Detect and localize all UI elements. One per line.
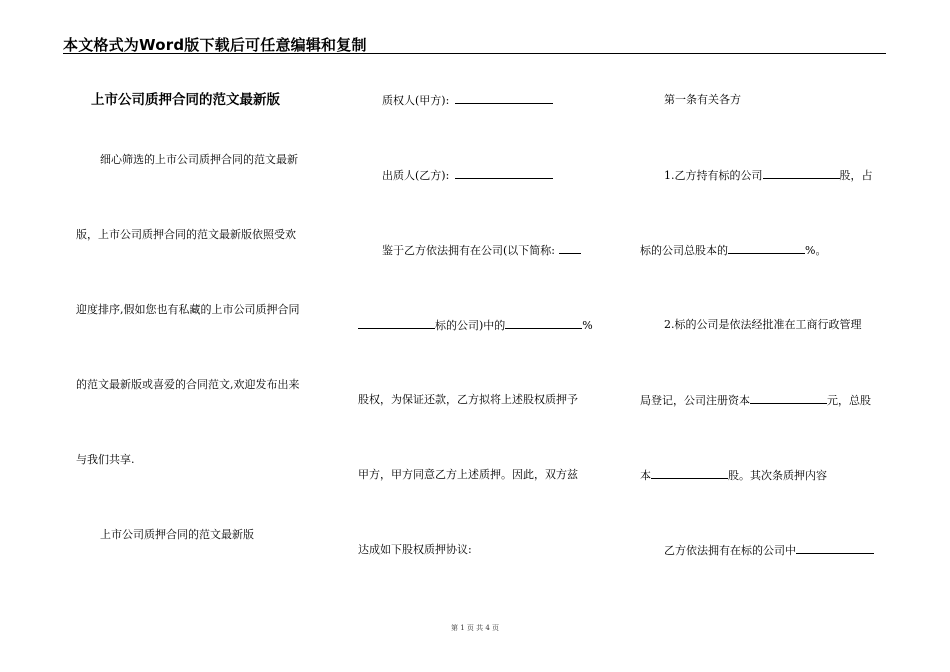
paragraph-line: 的范文最新版或喜爱的合同范文,欢迎发布出来 bbox=[76, 378, 300, 391]
pledge-company-blank[interactable] bbox=[796, 543, 874, 554]
shares-blank[interactable] bbox=[763, 168, 840, 179]
clause-text: 股，占 bbox=[839, 169, 873, 182]
pledgor-line bbox=[382, 168, 553, 183]
pledgor-label: 出质人(乙方): bbox=[382, 169, 450, 182]
clause-text: 股。其次条质押内容 bbox=[728, 469, 827, 482]
percent-sign: % bbox=[582, 319, 593, 332]
clause-text: 本 bbox=[640, 469, 651, 482]
paragraph-line: 迎度排序,假如您也有私藏的上市公司质押合同 bbox=[76, 303, 300, 316]
clause-text: 标的公司总股本的 bbox=[640, 244, 728, 257]
paragraph-line bbox=[640, 468, 827, 483]
recital-text: 鉴于乙方依法拥有在公司(以下简称: bbox=[382, 244, 555, 257]
paragraph-line bbox=[640, 243, 826, 258]
paragraph-line bbox=[640, 393, 871, 408]
clause-text: 局登记，公司注册资本 bbox=[640, 394, 750, 407]
paragraph-line bbox=[382, 243, 581, 258]
paragraph-line: 股权，为保证还款，乙方拟将上述股权质押予 bbox=[358, 393, 578, 406]
paragraph-line: 2.标的公司是依法经批准在工商行政管理 bbox=[664, 318, 862, 331]
capital-blank[interactable] bbox=[750, 393, 827, 404]
clause-text: 乙方依法拥有在标的公司中 bbox=[664, 544, 796, 557]
document-title: 上市公司质押合同的范文最新版 bbox=[91, 92, 280, 108]
total-percent-blank[interactable] bbox=[728, 243, 805, 254]
paragraph-line: 达成如下股权质押协议: bbox=[358, 543, 472, 556]
paragraph-line: 与我们共享. bbox=[76, 453, 135, 466]
pledgee-blank[interactable] bbox=[455, 93, 553, 104]
clause-text: %。 bbox=[805, 244, 827, 257]
paragraph-line bbox=[664, 168, 873, 183]
section-heading: 第一条有关各方 bbox=[664, 93, 741, 106]
paragraph-line bbox=[664, 543, 874, 558]
paragraph-line: 甲方，甲方同意乙方上述质押。因此，双方兹 bbox=[358, 468, 578, 481]
company-blank[interactable] bbox=[559, 243, 581, 254]
clause-text: 1.乙方持有标的公司 bbox=[664, 169, 763, 182]
paragraph-line: 版，上市公司质押合同的范文最新版依照受欢 bbox=[76, 228, 296, 241]
share-percent-blank[interactable] bbox=[505, 318, 582, 329]
recital-text: 标的公司)中的 bbox=[435, 319, 506, 332]
total-shares-blank[interactable] bbox=[651, 468, 728, 479]
page-number: 第 1 页 共 4 页 bbox=[450, 624, 500, 632]
company-name-blank[interactable] bbox=[358, 318, 435, 329]
paragraph-line: 细心筛选的上市公司质押合同的范文最新 bbox=[100, 153, 298, 166]
pledgee-label: 质权人(甲方): bbox=[382, 94, 450, 107]
pledgor-blank[interactable] bbox=[455, 168, 553, 179]
clause-text: 元，总股 bbox=[827, 394, 871, 407]
paragraph-line: 上市公司质押合同的范文最新版 bbox=[100, 528, 254, 541]
document-header bbox=[63, 34, 886, 54]
header-text: 本文格式为Word版下载后可任意编辑和复制 bbox=[63, 36, 367, 54]
paragraph-line bbox=[358, 318, 593, 333]
pledgee-line bbox=[382, 93, 553, 108]
